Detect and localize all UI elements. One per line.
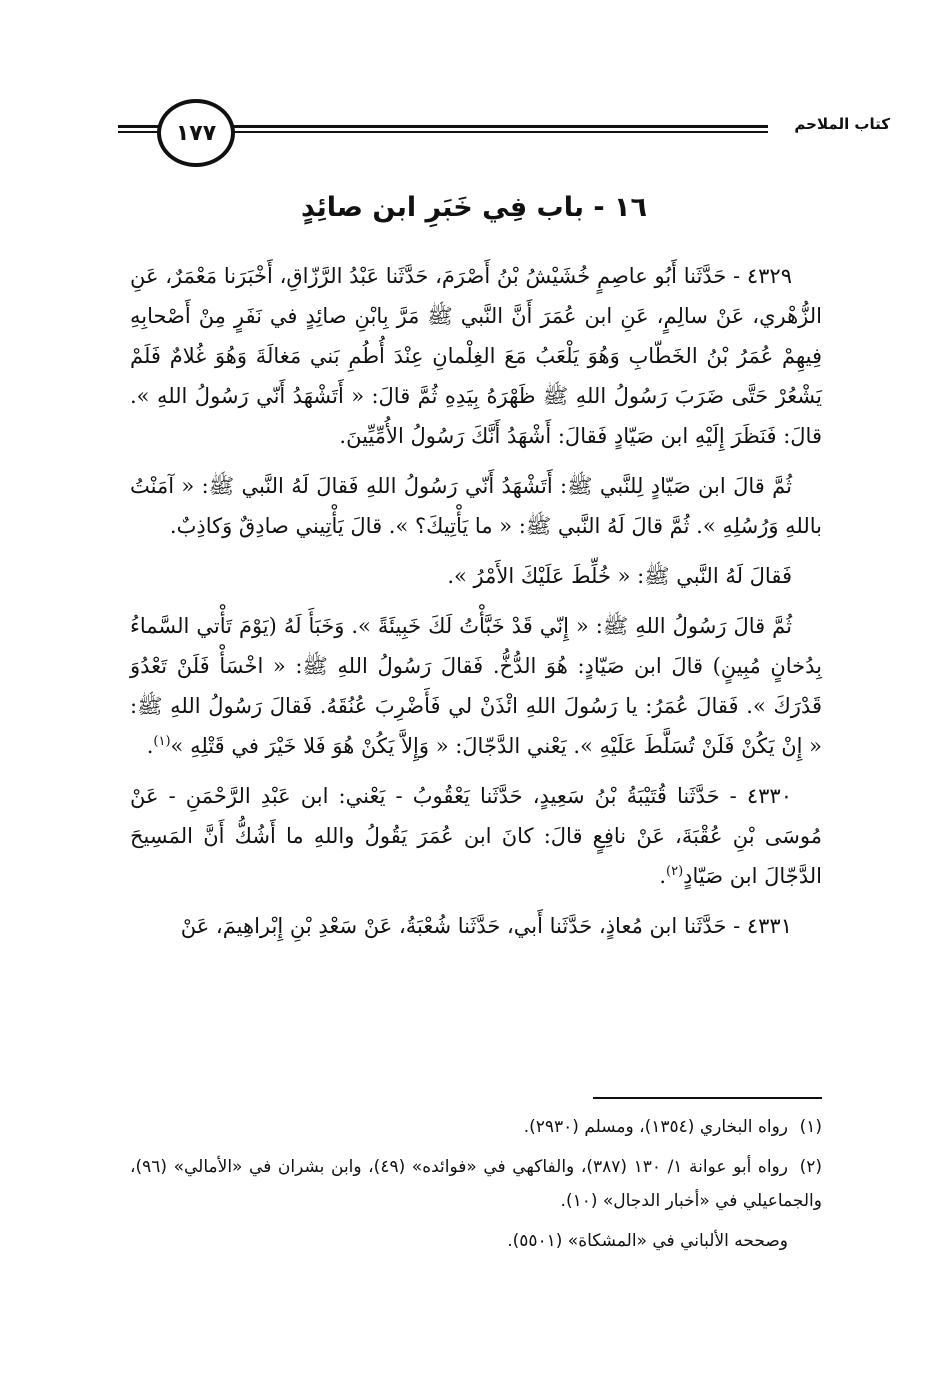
paragraph-end: .	[659, 864, 667, 888]
header-rule	[226, 125, 768, 128]
paragraph-text: ثُمَّ قالَ رَسُولُ اللهِ ﷺ: « إِنّي قَدْ خَبَّأْتُ لَكَ خَبِيئَةً ». وَخَبَأَ لَهُ (يَوْمَ تَأْتي السَّماءُ بِدُخانٍ مُبِينٍ) قالَ ابن صَيّادٍ: هُوَ الدُّخُّ. فَقالَ رَسُولُ اللهِ ﷺ: « اخْسَأْ فَلَنْ تَعْدُوَ قَدْرَكَ ». فَقالَ عُمَرُ: يا رَسُولَ اللهِ ائْذَنْ لي فَأَضْرِبَ عُنُقَهُ. فَقالَ رَسُولُ اللهِ ﷺ: « إِنْ يَكُنْ فَلَنْ تُسَلَّطَ عَلَيْهِ ». يَعْني الدَّجّالَ: « وَإِلاَّ يَكُنْ هُوَ فَلا خَيْرَ في قَتْلِهِ »	[130, 614, 822, 758]
chapter-title: ١٦ - باب فِي خَبَرِ ابن صائِدٍ	[301, 192, 647, 223]
hadith-4329	[130, 256, 822, 456]
header-rule	[118, 125, 162, 128]
header-rule	[118, 131, 162, 133]
running-title: كتاب الملاحم	[786, 115, 890, 133]
footnotes	[130, 1110, 822, 1258]
main-text	[130, 256, 822, 956]
page-number: ١٧٧	[175, 120, 217, 146]
paragraph-end: .	[146, 734, 154, 758]
paragraph	[130, 556, 822, 596]
paragraph-text: ٤٣٢٩ - حَدَّثَنا أَبُو عاصِمٍ خُشَيْشُ بْنُ أَصْرَمَ، حَدَّثَنا عَبْدُ الرَّزّاقِ، أَخْبَرَنا مَعْمَرٌ، عَنِ الزُّهْري، عَنْ سالِمٍ، عَنِ ابن عُمَرَ أَنَّ النَّبي ﷺ مَرَّ بِابْنِ صائِدٍ في نَفَرٍ مِنْ أَصْحابِهِ فِيهِمْ عُمَرُ بْنُ الخَطّابِ وَهُوَ يَلْعَبُ مَعَ الغِلْمانِ عِنْدَ أُطُمِ بَني مَغالَةَ وَهُوَ غُلامٌ فَلَمْ يَشْعُرْ حَتَّى ضَرَبَ رَسُولُ اللهِ ﷺ ظَهْرَهُ بِيَدِهِ ثُمَّ قالَ: « أَتَشْهَدُ أَنّي رَسُولُ اللهِ ». قالَ: فَنَظَرَ إِلَيْهِ ابن صَيّادٍ فَقالَ: أَشْهَدُ أَنَّكَ رَسُولُ الأُمِّيِّينَ.	[130, 264, 822, 448]
footnote-2-continuation: وصححه الألباني في «المشكاة» (٥٥٠١).	[507, 1231, 788, 1251]
hadith-4330	[130, 776, 822, 896]
footnote-marker: (٢)	[666, 864, 684, 879]
hadith-4331	[130, 906, 822, 946]
paragraph	[130, 606, 822, 766]
running-header	[0, 95, 948, 175]
paragraph-text: ٤٣٣٠ - حَدَّثَنا قُتَيْبَةُ بْنُ سَعِيدٍ، حَدَّثَنا يَعْقُوبُ - يَعْني: ابن عَبْدِ الرَّحْمَنِ - عَنْ مُوسَى بْنِ عُقْبَةَ، عَنْ نافِعٍ قالَ: كانَ ابن عُمَرَ يَقُولُ واللهِ ما أَشُكُّ أَنَّ المَسِيحَ الدَّجّالَ ابن صَيّادٍ	[130, 784, 822, 888]
header-rule	[226, 131, 768, 133]
footnote-number: (١)	[799, 1117, 822, 1137]
footnote-text: رواه البخاري (١٣٥٤)، ومسلم (٢٩٣٠).	[523, 1117, 788, 1137]
paragraph-text: ٤٣٣١ - حَدَّثَنا ابن مُعاذٍ، حَدَّثَنا أَبي، حَدَّثَنا شُعْبَةُ، عَنْ سَعْدِ بْنِ إِبْراهِيمَ، عَنْ	[180, 914, 792, 938]
footnote-text: رواه أبو عوانة ١/ ١٣٠ (٣٨٧)، والفاكهي في «فوائده» (٤٩)، وابن بشران في «الأمالي» (٩٦)، والجماعيلي في «أخبار الدجال» (١٠).	[130, 1157, 822, 1211]
paragraph	[130, 466, 822, 546]
footnote-2	[130, 1150, 822, 1218]
footnote-separator	[593, 1097, 822, 1099]
paragraph-text: فَقالَ لَهُ النَّبي ﷺ: « خُلِّطَ عَلَيْكَ الأَمْرُ ».	[447, 564, 792, 588]
page-number-badge	[157, 99, 235, 167]
footnote-number: (٢)	[799, 1157, 822, 1177]
footnote-marker: (١)	[153, 734, 171, 749]
paragraph-text: ثُمَّ قالَ ابن صَيّادٍ لِلنَّبي ﷺ: أَتَشْهَدُ أَنّي رَسُولُ اللهِ فَقالَ لَهُ النَّبي ﷺ: « آمَنْتُ باللهِ وَرُسُلِهِ ». ثُمَّ قالَ لَهُ النَّبي ﷺ: « ما يَأْتِيكَ؟ ». قالَ يَأْتِيني صادِقٌ وَكاذِبٌ.	[130, 474, 822, 538]
footnote-1	[130, 1110, 822, 1144]
